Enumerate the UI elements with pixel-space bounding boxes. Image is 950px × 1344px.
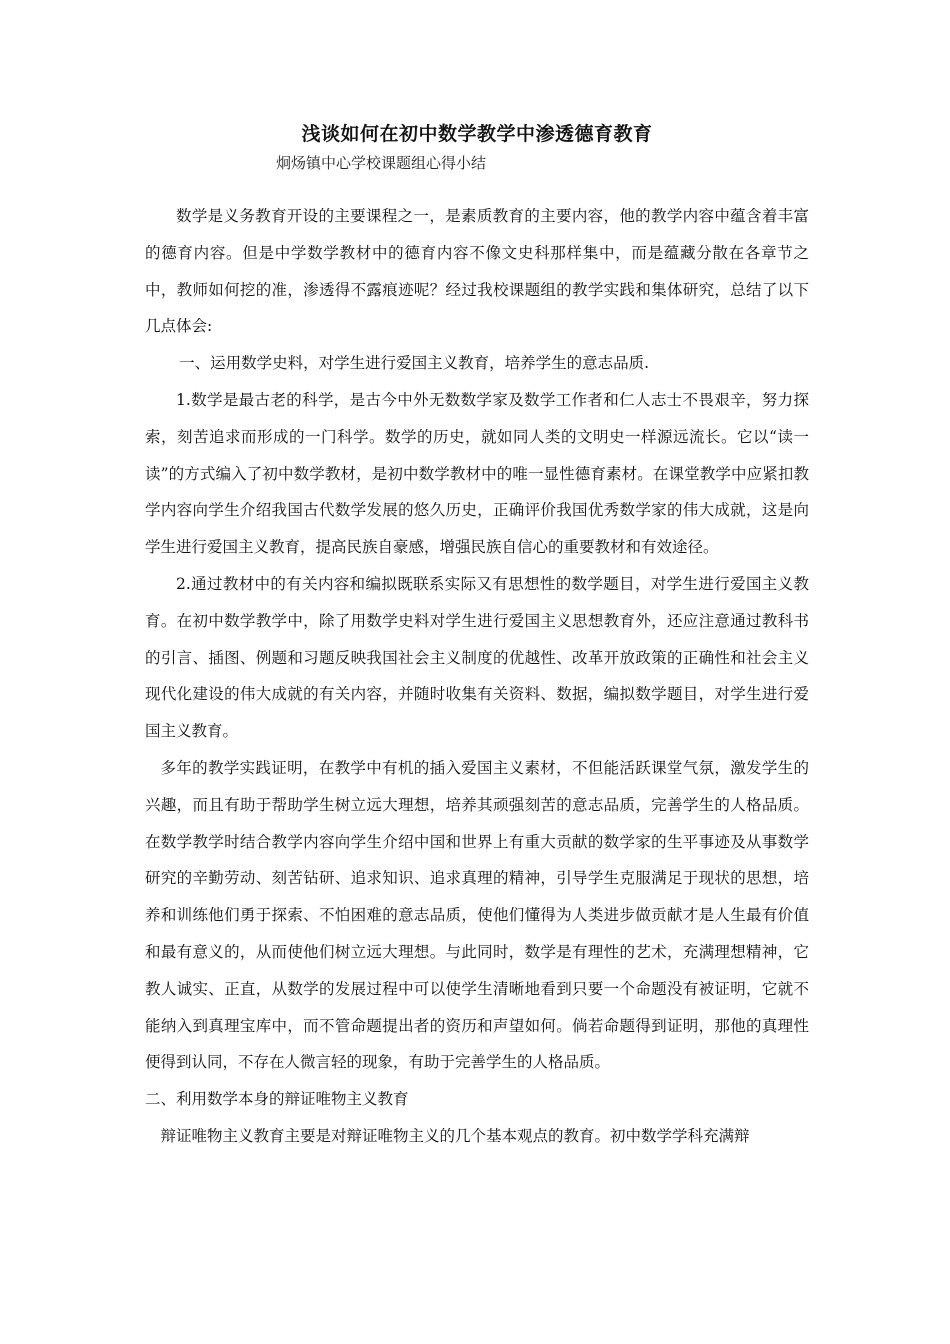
point-2-paragraph: 2.通过教材中的有关内容和编拟既联系实际又有思想性的数学题目，对学生进行爱国主义教育。在初中数学教学中，除了用数学史料对学生进行爱国主义思想教育外，还应注意通过教科书的引言、插图、例题和习题反映我国社会主义制度的优越性、改革开放政策的正确性和社会主义现代化建设的伟大成就的有关内容，并随时收集有关资料、数据，编拟数学题目，对学生进行爱国主义教育。 bbox=[145, 574, 809, 741]
document-title: 浅谈如何在初中数学教学中渗透德育教育 bbox=[301, 123, 653, 145]
document-body bbox=[145, 118, 809, 1155]
document-subtitle: 炯炀镇中心学校课题组心得小结 bbox=[276, 154, 487, 172]
intro-paragraph: 数学是义务教育开设的主要课程之一，是素质教育的主要内容，他的教学内容中蕴含着丰富的德育内容。但是中学数学教材中的德育内容不像文史科那样集中，而是蕴藏分散在各章节之中，教师如何挖的准，渗透得不露痕迹呢？经过我校课题组的教学实践和集体研究，总结了以下几点体会: bbox=[145, 207, 809, 336]
point-1-paragraph: 1.数学是最古老的科学，是古今中外无数数学家及数学工作者和仁人志士不畏艰辛，努力探索，刻苦追求而形成的一门科学。数学的历史，就如同人类的文明史一样源远流长。它以“读一读”的方式编入了初中数学教材，是初中数学教材中的唯一显性德育素材。在课堂教学中应紧扣教学内容向学生介绍我国古代数学发展的悠久历史，正确评价我国优秀数学家的伟大成就，这是向学生进行爱国主义教育，提高民族自豪感，增强民族自信心的重要教材和有效途径。 bbox=[145, 390, 809, 557]
practice-paragraph: 多年的教学实践证明，在教学中有机的插入爱国主义素材，不但能活跃课堂气氛，激发学生的兴趣，而且有助于帮助学生树立远大理想，培养其顽强刻苦的意志品质，完善学生的人格品质。在数学教学时结合教学内容向学生介绍中国和世界上有重大贡献的数学家的生平事迹及从事数学研究的辛勤劳动、刻苦钻研、追求知识、追求真理的精神，引导学生克服满足于现状的思想，培养和训练他们勇于探索、不怕困难的意志品质，使他们懂得为人类进步做贡献才是人生最有价值和最有意义的，从而使他们树立远大理想。与此同时，数学是有理性的艺术，充满理想精神，它教人诚实、正直，从数学的发展过程中可以使学生清晰地看到只要一个命题没有被证明，它就不能纳入到真理宝库中，而不管命题提出者的资历和声望如何。倘若命题得到证明，那他的真理性便得到认同，不存在人微言轻的现象，有助于完善学生的人格品质。 bbox=[145, 758, 809, 1072]
spacer bbox=[145, 176, 809, 198]
dialectic-paragraph: 辩证唯物主义教育主要是对辩证唯物主义的几个基本观点的教育。初中数学学科充满辩 bbox=[160, 1126, 750, 1145]
section-heading-1: 一、运用数学史料，对学生进行爱国主义教育，培养学生的意志品质. bbox=[179, 354, 650, 373]
section-heading-2: 二、利用数学本身的辩证唯物主义教育 bbox=[145, 1090, 409, 1109]
